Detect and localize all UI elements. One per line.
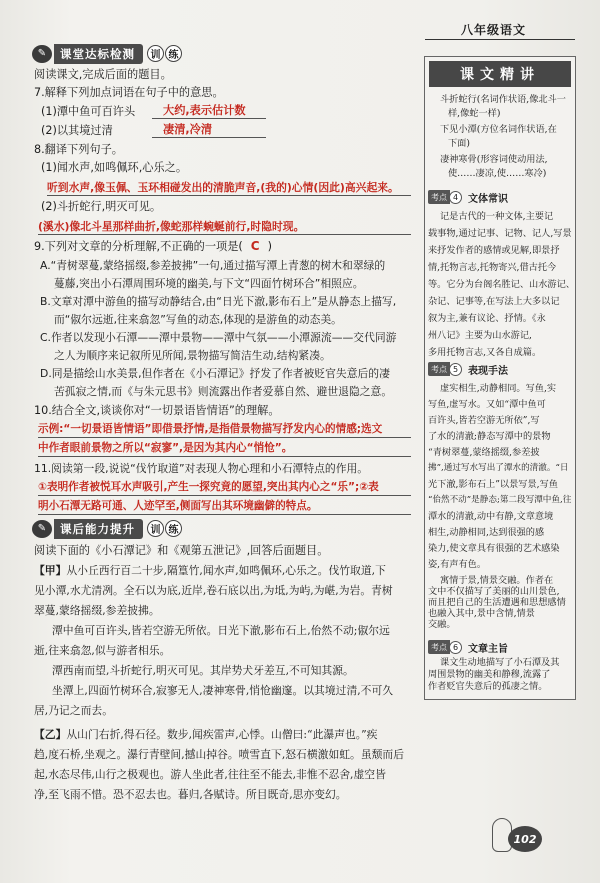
- sidebar-text: 虚实相生,动静相同。写鱼,实: [440, 383, 557, 394]
- q8-sentence-2: (2)斗折蛇行,明灭可见。: [41, 200, 162, 213]
- q10-answer-line2: 中作者眼前景物之所以“寂寥”,是因为其内心“悄怆”。: [38, 442, 293, 454]
- sidebar-text: 情,托物言志,托物寄兴,借古托今: [428, 262, 557, 273]
- q9-option-b-line1: B.文章对潭中游鱼的描写动静结合,由“日光下澈,影布石上”是从静态上描写,: [40, 295, 397, 308]
- passage-yi-line1: 【乙】从山门右折,得石径。数步,闻疾雷声,心悸。山僧曰:“此瀑声也。”疾: [34, 728, 378, 741]
- q9-option-d-line2: 苦孤寂之情,而《与朱元思书》则流露出作者爱慕自然、避世退隐之意。: [54, 385, 393, 398]
- knowledge-tag-5: 考点 5 表现手法: [428, 362, 508, 376]
- sidebar-note: 下面): [448, 138, 470, 149]
- sidebar-note: 下见小潭(方位名词作状语,在: [440, 124, 557, 135]
- sidebar-text: 光下澈,影布石上”以景写景,写鱼: [428, 479, 558, 490]
- passage-jia-line1: 【甲】从小丘西行百二十步,隔篁竹,闻水声,如鸣佩环,心乐之。伐竹取道,下: [34, 564, 386, 577]
- sidebar-text: 寓情于景,情景交融。作者在: [440, 575, 554, 586]
- sidebar-note: 使……凄凉,使……寒冷): [448, 168, 547, 179]
- q7-answer-2: 凄清,冷清: [163, 123, 213, 136]
- sidebar-text: 潭水的清澈,动中有静,文章意境: [428, 511, 554, 522]
- sidebar-text: 写鱼,虚写水。又如“潭中鱼可: [428, 399, 546, 410]
- intro-text: 阅读课文,完成后面的题目。: [34, 68, 172, 81]
- q7-stem: 7.解释下列加点词语在句子中的意思。: [34, 86, 224, 99]
- sidebar-text: 了水的清澈;静态写潭中的景物: [428, 431, 551, 442]
- sidebar-note: 凄神寒骨(形容词使动用法,: [440, 154, 548, 165]
- sidebar-text: 拂”,通过写水写出了潭水的清澈。“日: [428, 463, 569, 473]
- q8-answer-2: (溪水)像北斗星那样曲折,像蛇那样蜿蜒前行,时隐时现。: [38, 220, 305, 233]
- q9-answer: C: [250, 239, 260, 253]
- sidebar-text: 而且把自己的生活遭遇和思想感情: [428, 597, 566, 608]
- sidebar-text: 姿,有声有色。: [428, 559, 487, 570]
- q7-item-2: (2)以其境过清: [41, 124, 113, 137]
- sidebar-text: 州八记》主要为山水游记,: [428, 330, 532, 341]
- passage-jia-line2: 见小潭,水尤清冽。全石以为底,近岸,卷石底以出,为坻,为屿,为嵁,为岩。青树: [34, 584, 393, 597]
- sidebar-text: 叙为主,兼有议论、抒情。《永: [428, 313, 546, 324]
- sidebar-text: 杂记、记事等,在写法上大多以记: [428, 296, 560, 307]
- q9-option-b-line2: 而“俶尔远逝,往来翕忽”写鱼的动态,体现的是游鱼的动态美。: [54, 313, 342, 326]
- training-badge: 训 练: [147, 45, 183, 62]
- sidebar-text: 也融入其中,景中含情,情景: [428, 608, 535, 619]
- passage-jia-line6: 潭西南而望,斗折蛇行,明灭可见。其岸势犬牙差互,不可知其源。: [52, 664, 354, 677]
- q7-answer-1: 大约,表示估计数: [163, 104, 246, 117]
- q9-option-a-line1: A.“青树翠蔓,蒙络摇缀,参差披拂”一句,通过描写潭上青葱的树木和翠绿的: [40, 259, 386, 272]
- q10-answer-line1: 示例:“一切景语皆情语”即借景抒情,是指借景物描写抒发内心的情感;选文: [38, 423, 383, 435]
- passage-jia-line8: 居,乃记之而去。: [34, 704, 114, 717]
- book-icon: ✎: [32, 520, 52, 538]
- q9-option-c-line1: C.作者以发现小石潭——潭中景物——潭中气氛——小潭源流——交代同游: [40, 331, 397, 344]
- q8-answer-1: 听到水声,像玉佩、玉环相碰发出的清脆声音,(我的)心情(因此)高兴起来。: [47, 181, 399, 194]
- sidebar-text: 相生,动静相同,达到很强的感: [428, 527, 545, 538]
- q8-stem: 8.翻译下列句子。: [34, 143, 123, 156]
- q8-sentence-1: (1)闻水声,如鸣佩环,心乐之。: [41, 161, 188, 174]
- passage-yi-line3: 起,水态尽伟,山行之极观也。游人坐此者,往往至不能去,非惟不忍舍,虚空皆: [34, 768, 386, 781]
- q7-item-1: (1)潭中鱼可百许头: [41, 105, 136, 118]
- sidebar-text: 记是古代的一种文体,主要记: [440, 211, 554, 222]
- q11-stem: 11.阅读第一段,说说“伐竹取道”对表现人物心理和小石潭特点的作用。: [34, 462, 369, 475]
- passage-yi-line2: 趋,度石桥,坐观之。瀑行青壁间,撼山掉谷。喷雪直下,怒石横激如虹。虽颓而后: [34, 748, 405, 761]
- q9-stem: 9.下列对文章的分析理解,不正确的一项是( C ): [34, 239, 272, 253]
- grade-label: 八年级语文: [461, 23, 527, 37]
- sidebar-note: 样,像蛇一样): [448, 108, 501, 119]
- q9-option-c-line2: 之人为顺序来记叙所见所闻,景物描写简洁生动,结构紧凑。: [54, 349, 331, 362]
- q9-option-a-line2: 蔓藤,突出小石潭周围环境的幽美,与下文“四面竹树环合”相照应。: [54, 277, 364, 290]
- sidebar-text: 多用托物言志,又各自成篇。: [428, 347, 542, 358]
- q11-answer-line1: ①表明作者被悦耳水声吸引,产生一探究竟的愿望,突出其内心之“乐”;②表: [38, 481, 379, 493]
- sidebar-text: “佁然不动”是静态;第二段写潭中鱼,往: [428, 495, 572, 505]
- sidebar-text: 染力,使文章具有很强的艺术感染: [428, 543, 560, 554]
- section-banner-after-class: ✎ 课后能力提升 训 练: [32, 519, 183, 538]
- reading-intro: 阅读下面的《小石潭记》和《观第五泄记》,回答后面题目。: [34, 544, 329, 557]
- sidebar-text: 等。它分为台阁名胜记、山水游记、: [428, 279, 575, 290]
- knowledge-tag-6: 考点 6 文章主旨: [428, 640, 508, 654]
- sidebar-text: 课文生动地描写了小石潭及其: [440, 657, 560, 668]
- sidebar-text: 周围景物的幽美和静穆,流露了: [428, 669, 551, 680]
- sidebar-text: “青树翠蔓,蒙络摇缀,参差披: [428, 447, 540, 458]
- sidebar-text: 作者贬官失意后的孤凄之情。: [428, 681, 548, 692]
- book-icon: ✎: [32, 45, 52, 63]
- section-banner-class-test: ✎ 课堂达标检测 训 练: [32, 44, 183, 63]
- q9-option-d-line1: D.同是描绘山水美景,但作者在《小石潭记》抒发了作者被贬官失意后的凄: [40, 367, 390, 380]
- sidebar-text: 百许头,皆若空游无所依”,写: [428, 415, 540, 426]
- passage-jia-line3: 翠蔓,蒙络摇缀,参差披拂。: [34, 604, 160, 617]
- sidebar-title: 课文精讲: [429, 61, 571, 87]
- q11-answer-line2: 明小石潭无路可通、人迹罕至,侧面写出其环境幽僻的特点。: [38, 500, 318, 512]
- passage-jia-line5: 逝,往来翕忽,似与游者相乐。: [34, 644, 171, 657]
- passage-yi-line4: 净,至飞雨不惜。恐不忍去也。暮归,各赋诗。所目既奇,思亦变幻。: [34, 788, 347, 801]
- sidebar-text: 文中不仅描写了美丽的山川景色,: [428, 586, 560, 597]
- passage-jia-line4: 潭中鱼可百许头,皆若空游无所依。日光下澈,影布石上,佁然不动;俶尔远: [52, 624, 390, 637]
- sidebar-text: 载事物,通过记事、记物、记人,写景: [428, 228, 572, 239]
- training-badge: 训 练: [147, 520, 183, 537]
- sidebar-text: 交融。: [428, 619, 456, 630]
- knowledge-tag-4: 考点 4 文体常识: [428, 190, 508, 204]
- q10-stem: 10.结合全文,谈谈你对“一切景语皆情语”的理解。: [34, 404, 280, 417]
- sidebar-note: 斗折蛇行(名词作状语,像北斗一: [440, 94, 566, 105]
- header-rule: [425, 39, 575, 40]
- sidebar-text: 来抒发作者的感情或见解,即景抒: [428, 245, 560, 256]
- passage-jia-line7: 坐潭上,四面竹树环合,寂寥无人,凄神寒骨,悄怆幽邃。以其境过清,不可久: [52, 684, 394, 697]
- page-number: 102: [508, 826, 542, 852]
